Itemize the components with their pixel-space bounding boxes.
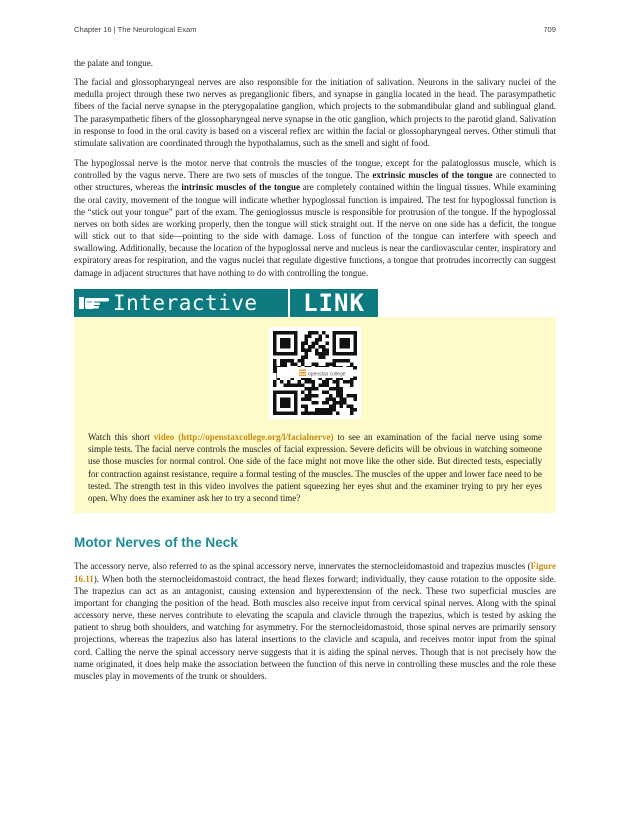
qr-module [322,380,326,384]
qr-module [305,352,309,356]
qr-module [312,401,316,405]
page-number: 709 [543,25,556,34]
qr-module [340,387,344,391]
qr-module [350,380,354,384]
qr-module [294,362,298,366]
qr-module [291,383,295,387]
qr-module [305,355,309,359]
qr-module [322,390,326,394]
qr-module [326,397,330,401]
qr-module [340,390,344,394]
banner-link-word: LINK [303,288,365,317]
qr-module [305,397,309,401]
pointing-hand-icon [78,293,110,313]
qr-module [315,401,319,405]
qr-module [347,394,351,398]
text-run: to see an examination of the facial nerve using some simple tests. The facial nerve controls the muscles of facial expression. Severe deficits will be obvious in watching someone use those muscles for normal control. One side of the face might not move like the other side. But directed tests, especially for contraction against resistance, require a formal testing of the muscles. The muscles of the upper and lower face need to be tested. The strength test in this video involves the patient squeezing her eyes shut and the examiner trying to pry her eyes open. Why does the examiner ask her to try a second time? [88,431,542,504]
qr-module [326,383,330,387]
qr-module [329,387,333,391]
qr-module [301,390,305,394]
qr-module [343,380,347,384]
qr-brand-label: openstax college [308,371,346,378]
qr-module [308,331,312,335]
qr-module [308,390,312,394]
qr-module [301,397,305,401]
qr-module [280,380,284,384]
qr-module [340,394,344,398]
text-run: The accessory nerve, also referred to as the spinal accessory nerve, innervates the sternocleidomastoid and trapezius muscles ( [74,561,531,572]
qr-module [315,352,319,356]
qr-module [315,362,319,366]
qr-module [312,345,316,349]
qr-module [336,390,340,394]
qr-module [305,380,309,384]
qr-module [305,348,309,352]
qr-module [326,390,330,394]
qr-module [329,404,333,408]
qr-module [308,345,312,349]
banner-interactive-word: Interactive [113,290,258,315]
qr-module [308,387,312,391]
qr-module [287,359,291,363]
qr-module [301,362,305,366]
qr-module [336,387,340,391]
paragraph-salivation: The facial and glossopharyngeal nerves are also responsible for the initiation of salivation. Neurons in the salivary nuclei of the medulla project through these two nerves as preganglionic fibers, and synapse in ganglia located in the head. The parasympathetic fibers of the facial nerve synapse in the pterygopalatine ganglion, which projects to the submandibular gland and sublingual gland. The parasympathetic fibers of the glossopharyngeal nerve synapse in the otic ganglion, which projects to the parotid gland. Salivation in response to food in the oral cavity is based on a visceral reflex arc within the facial or glossopharyngeal nerves. Other stimuli that stimulate salivation are coordinated through the hypothalamus, such as the smell and sight of food. [74,77,556,148]
qr-module [350,383,354,387]
qr-module [305,408,309,412]
qr-module [343,359,347,363]
qr-module [319,408,323,412]
qr-module [343,401,347,405]
qr-module [329,397,333,401]
qr-module [333,401,337,405]
paragraph-hypoglossal [74,157,556,279]
qr-module [350,394,354,398]
qr-module [326,334,330,338]
qr-module [322,352,326,356]
paragraph-continuation: the palate and tongue. [74,58,153,68]
qr-module [287,380,291,384]
qr-module [322,355,326,359]
qr-module [298,383,302,387]
qr-module [305,334,309,338]
qr-module [347,359,351,363]
qr-module [322,401,326,405]
qr-module [315,408,319,412]
qr-module [308,334,312,338]
qr-module [312,331,316,335]
qr-module [319,334,323,338]
qr-module [305,404,309,408]
qr-module [301,359,305,363]
qr-module [319,411,323,415]
qr-module [322,345,326,349]
qr-module [315,338,319,342]
qr-module [315,331,319,335]
qr-module [333,362,337,366]
qr-module [308,411,312,415]
qr-module [312,387,316,391]
qr-module [294,383,298,387]
qr-finder-pattern [340,338,351,349]
qr-module [319,352,323,356]
qr-module [287,383,291,387]
page-header [74,25,556,37]
qr-module [315,394,319,398]
qr-module [319,383,323,387]
key-term-extrinsic: extrinsic muscles of the tongue [372,170,493,181]
qr-module [354,397,358,401]
qr-module [336,411,340,415]
qr-finder-pattern [280,397,291,408]
qr-module [305,387,309,391]
banner-left-block [74,289,288,317]
qr-module [322,348,326,352]
qr-module [305,411,309,415]
qr-module [340,401,344,405]
qr-module [308,397,312,401]
video-link[interactable]: video (http://openstaxcollege.org/l/facialnerve) [153,431,334,442]
chapter-title: Chapter 16 | The Neurological Exam [74,25,197,34]
qr-module [291,359,295,363]
qr-module [340,397,344,401]
qr-module [273,369,277,373]
qr-module [284,383,288,387]
qr-module [329,411,333,415]
figure-reference-link[interactable]: Figure 16.11 [74,561,556,584]
qr-module [354,408,358,412]
qr-module [347,380,351,384]
text-run: ). When both the sternocleidomastoid contract, the head flexes forward; individually, they cause rotation to the opposite side. The trapezius can act as an antagonist, causing extension and hyperextension of the neck. These two superficial muscles are important for changing the position of the head. Both muscles also receive input from cervical spinal nerves. Along with the spinal accessory nerve, these nerves contribute to elevating the scapula and clavicle through the trapezius, which is tested by asking the patient to shrug both shoulders, and watching for asymmetry. For the sternocleidomastoid, those spinal nerves are primarily sensory projections, whereas the trapezius also has lateral insertions to the clavicle and scapula, and receives motor input from the spinal cord. Calling the nerve the spinal accessory nerve suggests that it is aiding the spinal nerves. Though that is not precisely how the name originated, it does help make the association between the function of this nerve in controlling these muscles and the role these muscles play in movements of the trunk or shoulders. [74,573,556,681]
qr-module [322,411,326,415]
page-content [74,57,556,690]
qr-module [333,387,337,391]
qr-module [336,394,340,398]
qr-module [273,380,277,384]
qr-module [340,359,344,363]
qr-module [336,401,340,405]
qr-module [308,380,312,384]
qr-module [326,380,330,384]
qr-module [343,397,347,401]
qr-module [329,362,333,366]
qr-module [284,359,288,363]
qr-module [340,404,344,408]
qr-module [319,345,323,349]
banner-right-block [290,289,378,317]
qr-module [284,362,288,366]
text-run: Watch this short [88,431,154,442]
qr-module [329,408,333,412]
qr-module [354,394,358,398]
qr-module [301,348,305,352]
section-heading: Motor Nerves of the Neck [74,535,238,551]
text-run: are connected to other structures, whereas the [74,170,556,193]
qr-module [333,380,337,384]
qr-module [326,408,330,412]
qr-module [315,387,319,391]
qr-module [273,383,277,387]
qr-module [322,331,326,335]
key-term-intrinsic: intrinsic muscles of the tongue [181,182,300,193]
qr-module [336,380,340,384]
qr-module [333,397,337,401]
qr-module [326,362,330,366]
qr-module [301,345,305,349]
qr-module [336,359,340,363]
qr-module [273,366,277,370]
qr-module [280,359,284,363]
qr-module [312,341,316,345]
qr-module [308,348,312,352]
qr-module [354,366,358,370]
qr-module [347,404,351,408]
qr-module [329,394,333,398]
qr-module [322,383,326,387]
qr-module [280,362,284,366]
qr-module [312,362,316,366]
qr-module [333,359,337,363]
interactive-link-box [74,317,556,514]
text-run: The hypoglossal nerve is the motor nerve that controls the muscles of the tongue, except for the palatoglossus muscle, which is controlled by the vagus nerve. There are two sets of muscles of the tongue. The [74,158,556,181]
qr-module [326,352,330,356]
qr-finder-pattern [280,338,291,349]
qr-module [315,411,319,415]
qr-module [326,348,330,352]
qr-module [333,404,337,408]
qr-module [312,411,316,415]
qr-module [301,355,305,359]
qr-module [350,362,354,366]
qr-code-graphic [269,327,361,419]
qr-module [350,408,354,412]
qr-module [350,411,354,415]
qr-module [354,376,358,380]
qr-module [301,341,305,345]
qr-module [315,348,319,352]
qr-module [319,338,323,342]
qr-module [301,383,305,387]
qr-module [273,362,277,366]
text-run: are completely contained within the lingual tissues. While examining the oral cavity, movement of the tongue will indicate whether hypoglossal function is impaired. The test for hypoglossal function is the “stick out your tongue” part of the exam. The genioglossus muscle is responsible for protrusion of the tongue. If the hypoglossal nerves on both sides are working properly, then the tongue will stick straight out. If the nerve on one side has a deficit, the tongue will stick out to that side—pointing to the side with damage. Loss of function of the tongue can interfere with speech and swallowing. Additionally, because the location of the hypoglossal nerve and nucleus is near the cardiovascular center, inspiratory and expiratory areas for respiration, and the vagus nuclei that regulate digestive functions, a tongue that protrudes incorrectly can suggest damage in adjacent structures that have nothing to do with controlling the tongue. [74,182,556,278]
qr-module [336,383,340,387]
paragraph-accessory-nerve [74,560,556,682]
interactive-link-description [88,431,542,505]
qr-module [273,359,277,363]
qr-module [312,380,316,384]
qr-module [301,411,305,415]
interactive-link-banner [74,289,556,317]
qr-module [333,408,337,412]
qr-module [291,362,295,366]
qr-module [350,404,354,408]
qr-module [322,408,326,412]
qr-module [312,394,316,398]
qr-module [326,411,330,415]
qr-module [319,355,323,359]
qr-module [298,359,302,363]
qr-module [305,394,309,398]
qr-module [305,341,309,345]
qr-module [326,341,330,345]
qr-module [298,380,302,384]
qr-module [308,394,312,398]
qr-module [315,341,319,345]
qr-module [326,401,330,405]
qr-module [305,338,309,342]
qr-module [301,404,305,408]
qr-module [312,383,316,387]
qr-code-icon[interactable] [269,327,361,419]
